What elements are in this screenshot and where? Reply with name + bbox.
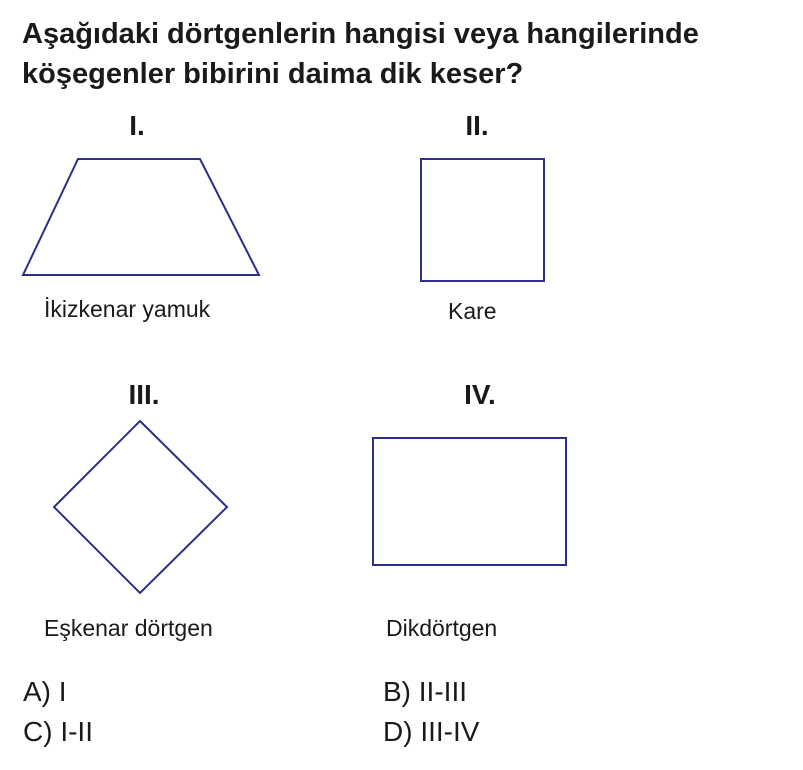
option-d[interactable]: D) III-IV (383, 716, 480, 747)
option-b[interactable]: B) II-III (383, 676, 467, 707)
numeral-iii: III. (128, 379, 160, 410)
rectangle-outline (373, 438, 566, 565)
trapezoid-figure (20, 155, 265, 280)
numeral-iv: IV. (464, 379, 496, 410)
question-text (22, 14, 802, 94)
option-a[interactable]: A) I (23, 676, 67, 707)
square-figure (418, 156, 548, 286)
label-square: Kare (448, 298, 497, 324)
question-line-1: Aşağıdaki dörtgenlerin hangisi veya hangilerinde (22, 18, 699, 50)
rhombus-figure (50, 418, 232, 598)
question-line-2: köşegenler bibirini daima dik keser? (22, 58, 524, 90)
trapezoid-outline (23, 159, 259, 275)
numeral-i: I. (129, 110, 145, 141)
square-outline (421, 159, 544, 281)
rhombus-outline (54, 421, 227, 593)
numeral-ii: II. (465, 110, 489, 141)
label-trapezoid: İkizkenar yamuk (44, 296, 211, 322)
rectangle-figure (370, 435, 570, 569)
option-c[interactable]: C) I-II (23, 716, 93, 747)
label-rhombus: Eşkenar dörtgen (44, 615, 213, 641)
label-rectangle: Dikdörtgen (386, 615, 498, 641)
